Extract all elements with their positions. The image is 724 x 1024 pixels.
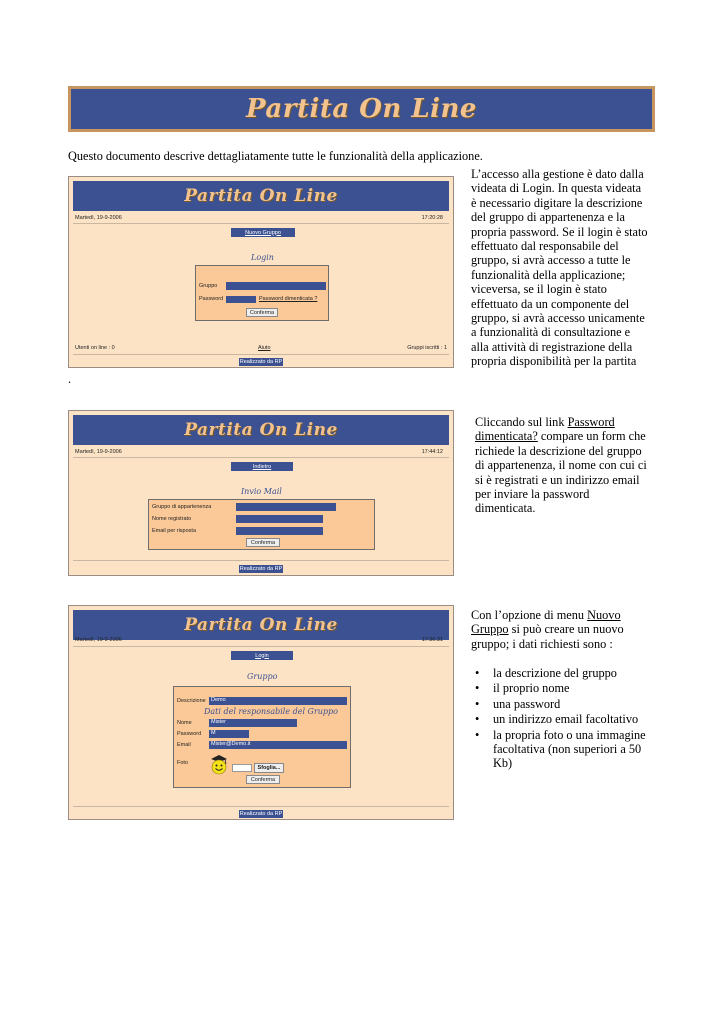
- help-link[interactable]: Aiuto: [258, 345, 271, 351]
- nuovo-gruppo-date: Martedì, 19-9-2006: [75, 637, 122, 643]
- nuovo-gruppo-button[interactable]: [231, 228, 295, 237]
- invio-mail-date: Martedì, 19-9-2006: [75, 449, 122, 455]
- invio-mail-footer-divider: [73, 560, 449, 561]
- password-label: Password: [177, 731, 202, 737]
- banner-title: Partita On Line: [246, 94, 477, 124]
- nuovo-gruppo-divider: [73, 646, 449, 647]
- group-desc-link: Nuovo Gruppo: [471, 608, 621, 637]
- document-banner: [68, 86, 655, 132]
- pwd-desc-after: compare un form che richiede la descrizione del gruppo di appartenenza, il nome con cui ci si è registrati e un indirizzo email per inviare la password dimenticata.: [475, 429, 647, 516]
- gruppo-appartenenza-input[interactable]: [236, 503, 336, 511]
- password-input[interactable]: M: [209, 730, 249, 738]
- login-screenshot-header: [73, 181, 449, 211]
- invio-mail-divider: [73, 457, 449, 458]
- login-form: [195, 265, 329, 321]
- groups-count: Gruppi iscritti : 1: [407, 345, 447, 351]
- password-dimenticata-link[interactable]: Password dimenticata ?: [259, 296, 318, 302]
- users-online: Utenti on line : 0: [75, 345, 115, 351]
- invio-mail-form-title: Invio Mail: [241, 487, 282, 496]
- list-item: • la propria foto o una immagine facoltativa (non superiori a 50 Kb): [471, 728, 651, 771]
- gruppo-confirm-button[interactable]: Conferma: [246, 775, 280, 784]
- pwd-desc-link: Password dimenticata?: [475, 415, 615, 444]
- nuovo-gruppo-screenshot-title: Partita On Line: [184, 615, 338, 635]
- descrizione-input[interactable]: Demo: [209, 697, 347, 705]
- gruppo-label: Gruppo: [199, 283, 218, 289]
- responsabile-subtitle: Dati del responsabile del Gruppo: [204, 707, 338, 716]
- login-time: 17:20:28: [421, 215, 443, 221]
- nuovo-gruppo-footer-credit: Realizzato da RP: [239, 811, 283, 817]
- indietro-button[interactable]: [231, 462, 293, 471]
- email-label: Email: [177, 742, 191, 748]
- email-risposta-label: Email per risposta: [152, 528, 197, 534]
- nuovo-gruppo-time: 17:36:31: [421, 637, 443, 643]
- login-footer-divider: [73, 354, 449, 355]
- foto-file-input[interactable]: [232, 764, 252, 772]
- invio-mail-footer-credit: Realizzato da RP: [239, 566, 283, 572]
- list-item: • il proprio nome: [471, 681, 651, 695]
- password-description: [475, 415, 647, 516]
- email-input[interactable]: Mister@Demo.it: [209, 741, 347, 749]
- login-form-title: Login: [251, 253, 274, 262]
- sfoglia-button[interactable]: Sfoglia...: [254, 763, 284, 773]
- nuovo-gruppo-label: Nuovo Gruppo: [245, 229, 281, 236]
- gruppo-form: [173, 686, 351, 788]
- nome-label: Nome: [177, 720, 192, 726]
- stray-dot: .: [68, 372, 72, 386]
- password-label: Password: [199, 296, 224, 302]
- indietro-label: Indietro: [252, 463, 272, 470]
- list-item: • la descrizione del gruppo: [471, 666, 651, 680]
- login-screenshot: [68, 176, 454, 368]
- nuovo-gruppo-footer-divider: [73, 806, 449, 807]
- invio-mail-screenshot: [68, 410, 454, 576]
- group-description: [471, 608, 643, 651]
- email-risposta-input[interactable]: [236, 527, 323, 535]
- nuovo-gruppo-screenshot-header: [73, 610, 449, 640]
- invio-mail-form: [148, 499, 375, 550]
- gruppo-appartenenza-label: Gruppo di appartenenza: [152, 504, 212, 510]
- invio-mail-screenshot-header: [73, 415, 449, 445]
- invio-mail-screenshot-title: Partita On Line: [184, 420, 338, 440]
- list-item: • una password: [471, 697, 651, 711]
- required-fields-list: [471, 666, 651, 772]
- password-input[interactable]: [226, 296, 256, 303]
- login-nav-label: Login: [255, 652, 269, 659]
- login-divider: [73, 223, 449, 224]
- login-description: L’accesso alla gestione è dato dalla videata di Login. In questa videata è necessario digitare la descrizione del gruppo di appartenenza e la propria password. Se il login è stato effettuato dal responsabile del gruppo, si avrà accesso a tutte le funzionalità della applicazione; viceversa, se il login è stato effettuato da un componente del gruppo, si avrà accesso unicamente a funzionalità di consultazione e alla attività di registrazione della propria disponibilità per la partita: [471, 167, 648, 369]
- nuovo-gruppo-screenshot: [68, 605, 454, 820]
- group-desc-before: Con l’opzione di menu: [471, 608, 588, 622]
- intro-text: Questo documento descrive dettagliatamente tutte le funzionalità della applicazione.: [68, 149, 483, 163]
- pwd-desc-before: Cliccando sul link: [475, 415, 568, 429]
- foto-label: Foto: [177, 760, 189, 766]
- login-date: Martedì, 19-9-2006: [75, 215, 122, 221]
- nome-input[interactable]: Mister: [209, 719, 297, 727]
- gruppo-input[interactable]: [226, 282, 326, 290]
- login-nav-button[interactable]: [231, 651, 293, 660]
- list-item: • un indirizzo email facoltativo: [471, 712, 651, 726]
- invio-mail-confirm-button[interactable]: Conferma: [246, 538, 280, 547]
- gruppo-form-title: Gruppo: [247, 672, 278, 681]
- descrizione-label: Descrizione: [177, 698, 206, 704]
- group-desc-after: si può creare un nuovo gruppo; i dati richiesti sono :: [471, 622, 624, 651]
- nome-registrato-label: Nome registrato: [152, 516, 192, 522]
- login-footer-credit: Realizzato da RP: [239, 359, 283, 365]
- login-confirm-button[interactable]: Conferma: [246, 308, 278, 317]
- login-screenshot-title: Partita On Line: [184, 186, 338, 206]
- nome-registrato-input[interactable]: [236, 515, 323, 523]
- smiley-icon: [208, 753, 230, 775]
- invio-mail-time: 17:44:12: [421, 449, 443, 455]
